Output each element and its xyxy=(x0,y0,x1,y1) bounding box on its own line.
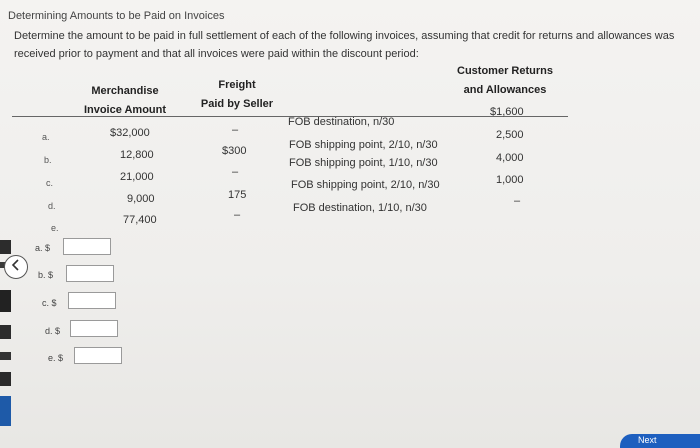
freight-value: – xyxy=(234,209,241,221)
terms-text: FOB shipping point, 2/10, n/30 xyxy=(291,179,440,191)
answer-input-e[interactable] xyxy=(74,347,122,364)
terms-text: FOB shipping point, 2/10, n/30 xyxy=(289,139,438,151)
returns-value: $1,600 xyxy=(490,106,524,118)
answer-label-c: c. $ xyxy=(42,298,57,308)
row-label: a. xyxy=(42,132,50,142)
row-label: b. xyxy=(44,155,52,165)
header-returns: Customer Returns and Allowances xyxy=(457,65,553,96)
answer-label-e: e. $ xyxy=(48,353,64,363)
terms-text: FOB shipping point, 1/10, n/30 xyxy=(289,157,438,169)
returns-value: 1,000 xyxy=(496,174,524,186)
row-label: c. xyxy=(46,178,54,188)
answer-input-c[interactable] xyxy=(68,292,116,309)
edge-stripe xyxy=(0,352,11,360)
freight-value: $300 xyxy=(222,145,247,157)
freight-value: 175 xyxy=(228,189,247,201)
instruction-text: Determine the amount to be paid in full settlement of each of the following invoices, assuming that credit for returns and allowances was received prior to payment and that all invoices were paid within the discount period: xyxy=(14,30,675,60)
returns-value: – xyxy=(514,195,521,207)
returns-value: 2,500 xyxy=(496,129,524,141)
next-label: Next xyxy=(638,435,657,445)
answer-input-d[interactable] xyxy=(70,320,118,337)
answer-input-a[interactable] xyxy=(63,238,111,255)
edge-stripe xyxy=(0,240,11,254)
row-label: d. xyxy=(48,201,56,211)
returns-value: 4,000 xyxy=(496,152,524,164)
page-title: Determining Amounts to be Paid on Invoices xyxy=(8,10,225,22)
edge-stripe xyxy=(0,325,11,339)
answer-label-b: b. $ xyxy=(38,270,54,280)
invoice-amount: 21,000 xyxy=(120,171,154,183)
row-label: e. xyxy=(51,223,59,233)
answer-label-d: d. $ xyxy=(45,326,61,336)
invoice-amount: $32,000 xyxy=(110,127,150,139)
edge-stripe xyxy=(0,290,11,312)
answer-input-b[interactable] xyxy=(66,265,114,282)
header-freight: Freight Paid by Seller xyxy=(200,79,274,110)
chevron-left-icon xyxy=(10,258,22,276)
invoice-amount: 12,800 xyxy=(120,149,154,161)
header-merchandise: Merchandise Invoice Amount xyxy=(83,85,167,116)
invoice-amount: 77,400 xyxy=(123,214,157,226)
terms-text: FOB destination, n/30 xyxy=(288,116,395,128)
invoice-amount: 9,000 xyxy=(127,193,155,205)
answer-label-a: a. $ xyxy=(35,243,51,253)
freight-value: – xyxy=(232,166,239,178)
edge-stripe xyxy=(0,396,11,426)
next-button[interactable] xyxy=(620,434,700,448)
freight-value: – xyxy=(232,124,239,136)
edge-stripe xyxy=(0,372,11,386)
back-button[interactable] xyxy=(4,255,28,279)
terms-text: FOB destination, 1/10, n/30 xyxy=(293,202,427,214)
